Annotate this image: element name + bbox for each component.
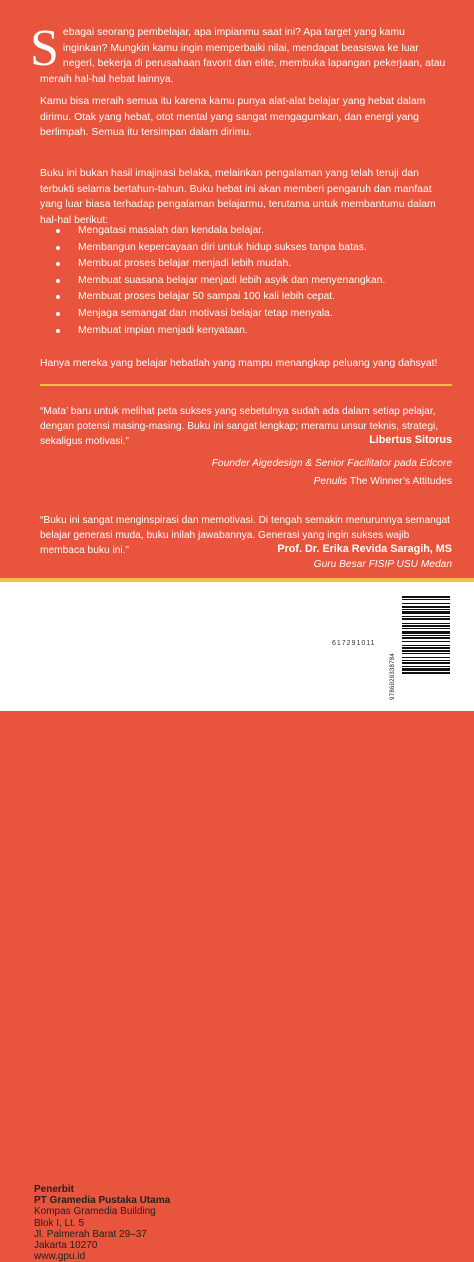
paragraph-2: Kamu bisa meraih semua itu karena kamu punya alat-alat belajar yang hebat dalam dirimu. Otak yang hebat, otot mental yang sangat mengagumkan, dan energi yang berlimpah. Semua itu tersimpan dalam dirimu. <box>40 96 426 139</box>
testimonial-1-text: “Mata’ baru untuk melihat peta sukses yang sebetulnya sudah ada dalam setiap pelajar, dengan potensi masing-masing. Buku ini sangat lengkap; meramu unsur teknis, strategi, sekaligus motivasi.” <box>40 406 439 448</box>
testimonial-2-role: Guru Besar FISIP USU Medan <box>313 559 452 570</box>
intro-first-line: ebagai seorang pembelajar, apa impianmu saat ini? Apa target yang kamu inginkan? <box>62 27 405 54</box>
publisher-name: PT Gramedia Pustaka Utama <box>34 1195 171 1207</box>
publisher-address-line: Jakarta 10270 <box>34 1240 98 1252</box>
publisher-info <box>34 1184 170 1262</box>
yellow-divider <box>40 384 452 386</box>
list-item: Mengatasi masalah dan kendala belajar. <box>52 223 452 240</box>
back-cover-panel <box>0 0 474 578</box>
testimonial-2-text: “Buku ini sangat menginspirasi dan memotivasi. Di tengah semakin menurunnya semangat belajar generasi muda, buku inilah jawabannya. Generasi yang ingin sukses wajib membaca buku ini.” <box>40 515 450 557</box>
list-item: Membuat suasana belajar menjadi lebih asyik dan menyenangkan. <box>52 273 452 290</box>
role-prefix: Penulis <box>313 476 348 487</box>
paragraph-3: Buku ini bukan hasil imajinasi belaka, melainkan pengalaman yang telah teruji dan terbukti selama bertahun-tahun. Buku hebat ini akan memberi pengaruh dan manfaat yang luar biasa terhadap pengalaman belajarmu, terutama untuk membantumu dalam hal-hal berikut: <box>40 168 436 226</box>
book-title: The Winner’s Attitudes <box>349 476 452 487</box>
list-item: Membangun kepercayaan diri untuk hidup sukses tanpa batas. <box>52 240 452 257</box>
closing-line: Hanya mereka yang belajar hebatlah yang mampu menangkap peluang yang dahsyat! <box>40 358 438 369</box>
testimonial-2-name: Prof. Dr. Erika Revida Saragih, MS <box>277 543 452 555</box>
testimonial-1-role-2 <box>314 476 452 487</box>
barcode-icon <box>388 592 454 702</box>
isbn-digits: 9786020338784 <box>389 653 396 700</box>
publisher-address-line: Kompas Gramedia Building <box>34 1206 156 1218</box>
publisher-address-line: Blok I, Lt. 5 <box>34 1217 85 1229</box>
barcode-graphic <box>388 592 454 702</box>
intro-paragraph <box>30 20 452 87</box>
barcode-code: 617291011 <box>332 640 376 647</box>
publisher-website: www.gpu.id <box>34 1251 86 1262</box>
drop-cap: S <box>30 20 59 77</box>
list-item: Membuat impian menjadi kenyataan. <box>52 323 452 340</box>
list-item: Membuat proses belajar menjadi lebih mudah. <box>52 256 452 273</box>
benefit-list <box>52 223 452 339</box>
list-item: Menjaga semangat dan motivasi belajar tetap menyala. <box>52 306 452 323</box>
publisher-heading: Penerbit <box>34 1184 75 1195</box>
intro-rest: Mungkin kamu ingin memperbaiki nilai, mendapat beasiswa ke luar negeri, bekerja di perusahaan favorit dan elite, membuka lapangan pekerjaan, atau meraih hal-hal hebat lainnya. <box>40 42 446 85</box>
testimonial-1-name: Libertus Sitorus <box>369 434 452 446</box>
list-item: Membuat proses belajar 50 sampai 100 kali lebih cepat. <box>52 289 452 306</box>
testimonial-1-role: Founder Aigedesign & Senior Facilitator pada Edcore <box>211 458 452 469</box>
publisher-address-line: Jl. Palmerah Barat 29–37 <box>34 1228 147 1240</box>
